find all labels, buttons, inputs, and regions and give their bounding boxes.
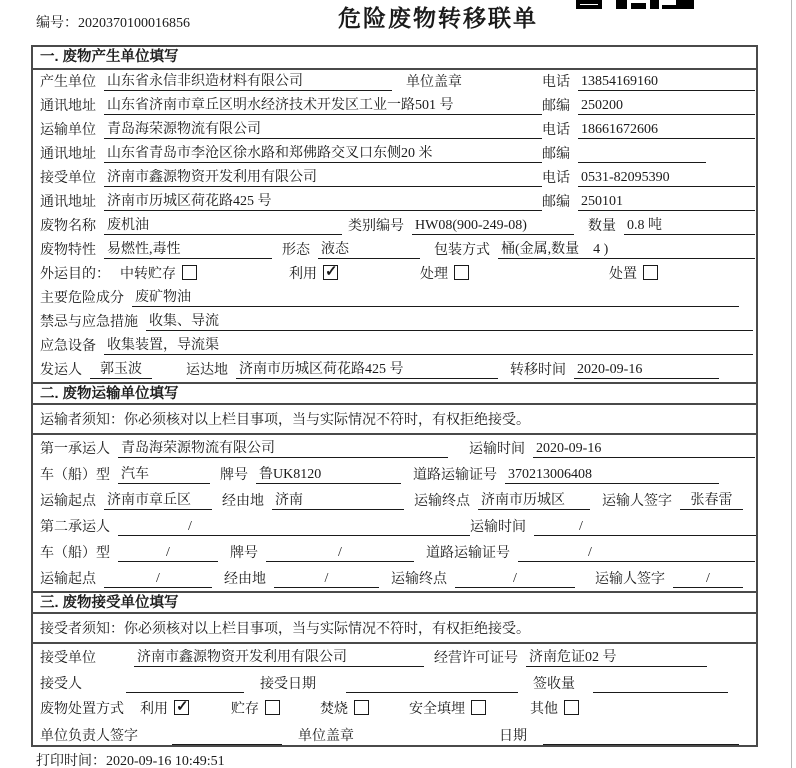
transfer-time-label: 转移时间 — [510, 363, 566, 378]
disposal-option-incinerate — [320, 698, 369, 718]
carrier-sign2-value: / — [673, 570, 743, 588]
generator-postcode-value: 250200 — [578, 97, 755, 115]
quantity-value: 0.8 吨 — [624, 217, 755, 235]
receive-date-label: 接受日期 — [260, 677, 316, 692]
checkbox-disposal-incinerate — [354, 700, 369, 715]
carrier-sign1-value: 张春雷 — [680, 492, 743, 510]
vehicle-type-label: 车（船）型 — [40, 468, 110, 483]
row-receiver-address — [33, 190, 756, 214]
doc-number-value: 2020370100016856 — [78, 16, 190, 31]
section3-header: 三. 废物接受单位填写 — [33, 591, 756, 614]
row-transporter-address — [33, 142, 756, 166]
row-taboo-measures — [33, 310, 756, 334]
qr-block — [616, 0, 627, 9]
row-waste-character — [33, 238, 756, 262]
vehicle-type-label: 车（船）型 — [40, 546, 110, 561]
row-vehicle2 — [33, 539, 756, 565]
unit-seal-label: 单位盖章 — [298, 729, 354, 744]
category-code-label: 类别编号 — [348, 219, 404, 234]
category-code-value: HW08(900-249-08) — [412, 217, 574, 235]
waste-name-value: 废机油 — [104, 217, 342, 235]
transport-time1-value: 2020-09-16 — [533, 440, 755, 458]
row-responsible-sign — [33, 722, 756, 748]
transporter-notice: 运输者须知：你必须核对以上栏目事项，当与实际情况不符时，有权拒绝接受。 — [33, 405, 756, 435]
row-transporter-unit — [33, 118, 756, 142]
disposal-option-label: 其他 — [530, 701, 558, 717]
via-label: 经由地 — [222, 494, 264, 509]
end-label: 运输终点 — [391, 572, 447, 587]
print-time — [36, 750, 225, 768]
purpose-option-treat — [420, 263, 469, 283]
checkbox-treat — [454, 265, 469, 280]
address-label: 通讯地址 — [40, 195, 96, 210]
purpose-option-utilize — [289, 263, 338, 283]
generator-unit-value: 山东省永信非织造材料有限公司 — [104, 73, 392, 91]
purpose-option-label: 利用 — [289, 266, 317, 282]
purpose-option-label: 处置 — [609, 266, 637, 282]
section1-header: 一. 废物产生单位填写 — [33, 47, 756, 70]
carrier-sign-label: 运输人签字 — [602, 494, 672, 509]
address-label: 通讯地址 — [40, 99, 96, 114]
phone-label: 电话 — [542, 171, 570, 186]
purpose-label: 外运目的： — [40, 266, 110, 282]
row-route2 — [33, 565, 756, 591]
checkbox-storage — [182, 265, 197, 280]
destination-label: 运达地 — [186, 363, 228, 378]
receipt-qty-value — [593, 676, 728, 693]
page-title: 危险废物转移联单 — [338, 6, 538, 31]
receive-unit-value: 济南市鑫源物资开发利用有限公司 — [134, 649, 424, 667]
date-label: 日期 — [499, 729, 527, 744]
form-state-label: 形态 — [282, 243, 310, 258]
transporter-phone-value: 18661672606 — [578, 121, 755, 139]
receiver-unit-value: 济南市鑫源物资开发利用有限公司 — [104, 169, 542, 187]
waste-name-label: 废物名称 — [40, 219, 96, 234]
qr-block — [576, 0, 602, 9]
print-time-label: 打印时间： — [36, 754, 106, 768]
taboo-measures-value: 收集、导流 — [146, 313, 753, 331]
origin-label: 运输起点 — [40, 494, 96, 509]
qr-block — [631, 3, 646, 9]
checkbox-dispose — [643, 265, 658, 280]
purpose-option-dispose — [609, 263, 658, 283]
main-hazard-value: 废矿物油 — [132, 289, 739, 307]
date-value — [543, 728, 739, 745]
checkbox-disposal-store — [265, 700, 280, 715]
taboo-measures-label: 禁忌与应急措施 — [40, 315, 138, 330]
transfer-form-table — [31, 45, 758, 747]
emergency-equipment-label: 应急设备 — [40, 339, 96, 354]
disposal-option-label: 利用 — [140, 701, 168, 717]
receive-date-value — [346, 676, 518, 693]
license-label: 经营许可证号 — [434, 651, 518, 666]
postcode-label: 邮编 — [542, 147, 570, 162]
receiver-notice: 接受者须知：你必须核对以上栏目事项，当与实际情况不符时，有权拒绝接受。 — [33, 614, 756, 644]
purpose-option-label: 中转贮存 — [120, 266, 176, 282]
road-permit-label: 道路运输证号 — [413, 468, 497, 483]
packing-value: 桶(金属,数量 4 ) — [498, 241, 755, 259]
via-label: 经由地 — [224, 572, 266, 587]
phone-label: 电话 — [542, 75, 570, 90]
row-receiver-unit — [33, 166, 756, 190]
transport-time2-value: / — [534, 518, 756, 536]
vehicle-type2-value: / — [118, 544, 218, 562]
transport-time-label: 运输时间 — [470, 520, 526, 535]
row-transfer-purpose — [33, 262, 756, 286]
waste-character-value: 易燃性,毒性 — [104, 241, 272, 259]
disposal-option-other — [530, 698, 579, 718]
disposal-option-store — [231, 698, 280, 718]
row-waste-name — [33, 214, 756, 238]
destination-value: 济南市历城区荷花路425 号 — [236, 361, 498, 379]
form-state-value: 液态 — [318, 241, 420, 259]
license-value: 济南危证02 号 — [526, 649, 707, 667]
row-vehicle1 — [33, 461, 756, 487]
first-carrier-value: 青岛海荣源物流有限公司 — [118, 440, 448, 458]
disposal-option-label: 贮存 — [231, 701, 259, 717]
row-receive-person — [33, 670, 756, 696]
receiver-unit-label: 接受单位 — [40, 171, 96, 186]
end-label: 运输终点 — [414, 494, 470, 509]
transfer-time-value: 2020-09-16 — [574, 361, 719, 379]
checkbox-utilize — [323, 265, 338, 280]
doc-number-label: 编号： — [36, 16, 78, 31]
end2-value: / — [455, 570, 575, 588]
address-label: 通讯地址 — [40, 147, 96, 162]
shipper-label: 发运人 — [40, 363, 82, 378]
row-main-hazard — [33, 286, 756, 310]
generator-unit-label: 产生单位 — [40, 75, 96, 90]
generator-address-value: 山东省济南市章丘区明水经济技术开发区工业一路501 号 — [104, 97, 542, 115]
row-shipper — [33, 358, 756, 382]
carrier-sign-label: 运输人签字 — [595, 572, 665, 587]
section2-header: 二. 废物运输单位填写 — [33, 382, 756, 405]
shipper-value: 郭玉波 — [90, 361, 152, 379]
origin2-value: / — [104, 570, 212, 588]
generator-phone-value: 13854169160 — [578, 73, 755, 91]
checkbox-disposal-landfill — [471, 700, 486, 715]
via1-value: 济南 — [272, 492, 404, 510]
receiver-address-value: 济南市历城区荷花路425 号 — [104, 193, 542, 211]
transporter-postcode-value — [578, 146, 706, 163]
qr-block — [676, 0, 694, 9]
second-carrier-value: / — [118, 518, 470, 536]
origin-label: 运输起点 — [40, 572, 96, 587]
road-permit2-value: / — [518, 544, 755, 562]
purpose-option-storage — [120, 263, 197, 283]
road-permit1-value: 370213006408 — [505, 466, 719, 484]
phone-label: 电话 — [542, 123, 570, 138]
quantity-label: 数量 — [588, 219, 616, 234]
receipt-qty-label: 签收量 — [533, 677, 575, 692]
disposal-option-label: 焚烧 — [320, 701, 348, 717]
via2-value: / — [274, 570, 379, 588]
row-second-carrier — [33, 513, 756, 539]
transport-time-label: 运输时间 — [469, 442, 525, 457]
plate-label: 牌号 — [230, 546, 258, 561]
purpose-option-label: 处理 — [420, 266, 448, 282]
receive-unit-label: 接受单位 — [40, 651, 96, 666]
responsible-sign-label: 单位负责人签字 — [40, 729, 138, 744]
qr-block — [650, 0, 659, 9]
disposal-method-label: 废物处置方式 — [40, 701, 124, 717]
disposal-option-landfill — [409, 698, 486, 718]
plate2-value: / — [266, 544, 414, 562]
end1-value: 济南市历城区 — [478, 492, 590, 510]
receive-person-label: 接受人 — [40, 677, 82, 692]
receiver-phone-value: 0531-82095390 — [578, 169, 755, 187]
row-generator-unit — [33, 70, 756, 94]
unit-seal-label: 单位盖章 — [406, 75, 462, 90]
row-disposal-method — [33, 696, 756, 722]
postcode-label: 邮编 — [542, 99, 570, 114]
row-first-carrier — [33, 435, 756, 461]
main-hazard-label: 主要危险成分 — [40, 291, 124, 306]
first-carrier-label: 第一承运人 — [40, 442, 110, 457]
plate1-value: 鲁UK8120 — [256, 466, 401, 484]
waste-character-label: 废物特性 — [40, 243, 96, 258]
responsible-sign-value — [172, 728, 282, 745]
plate-label: 牌号 — [220, 468, 248, 483]
row-receive-unit — [33, 644, 756, 670]
row-emergency-equipment — [33, 334, 756, 358]
packing-label: 包装方式 — [434, 243, 490, 258]
origin1-value: 济南市章丘区 — [104, 492, 212, 510]
checkbox-disposal-utilize — [174, 700, 189, 715]
page-edge-line — [791, 0, 792, 768]
print-time-value: 2020-09-16 10:49:51 — [106, 754, 225, 768]
emergency-equipment-value: 收集装置，导流渠 — [104, 337, 753, 355]
vehicle-type1-value: 汽车 — [118, 466, 210, 484]
disposal-option-label: 安全填埋 — [409, 701, 465, 717]
road-permit-label: 道路运输证号 — [426, 546, 510, 561]
second-carrier-label: 第二承运人 — [40, 520, 110, 535]
transporter-unit-value: 青岛海荣源物流有限公司 — [104, 121, 542, 139]
row-generator-address — [33, 94, 756, 118]
receiver-postcode-value: 250101 — [578, 193, 755, 211]
row-route1 — [33, 487, 756, 513]
checkbox-disposal-other — [564, 700, 579, 715]
transporter-address-value: 山东省青岛市李沧区徐水路和郑佛路交叉口东侧20 米 — [104, 145, 542, 163]
transporter-unit-label: 运输单位 — [40, 123, 96, 138]
postcode-label: 邮编 — [542, 195, 570, 210]
disposal-option-utilize — [140, 698, 189, 718]
receive-person-value — [126, 676, 244, 693]
